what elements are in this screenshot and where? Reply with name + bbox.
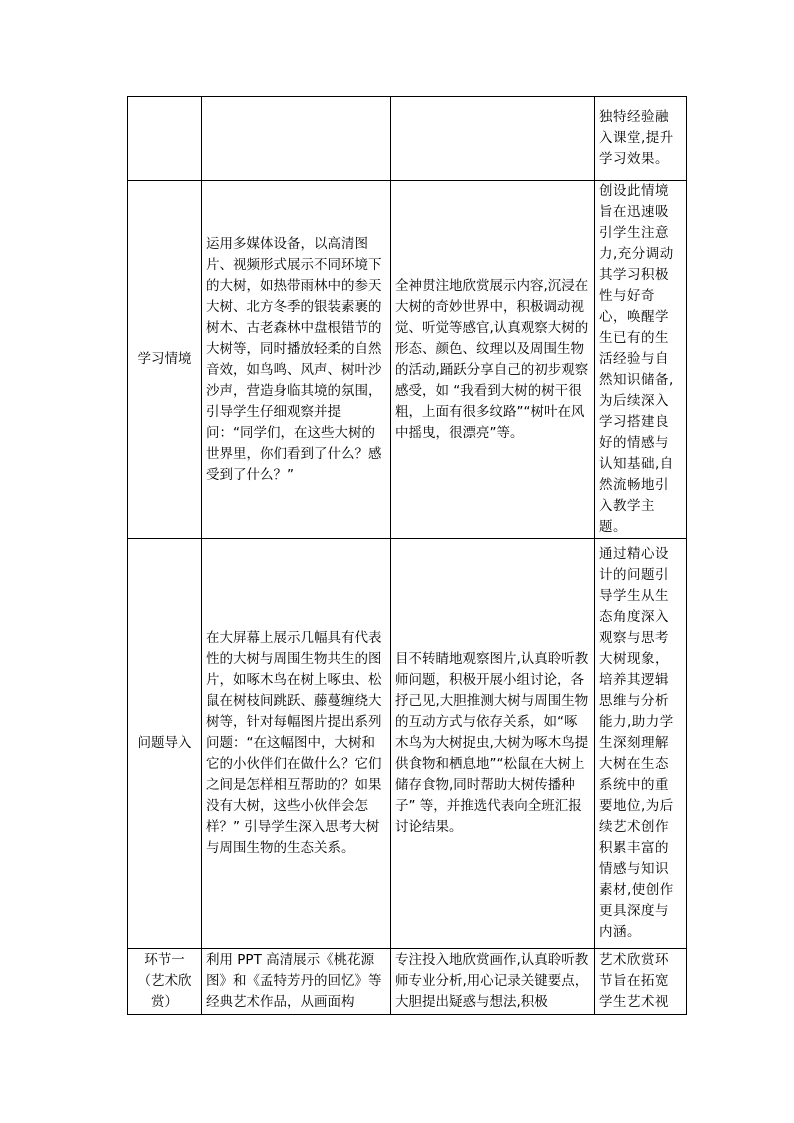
- design-intent-cell: 独特经验融入课堂,提升学习效果。: [595, 97, 687, 181]
- design-intent-cell: 通过精心设计的问题引导学生从生态角度深入观察与思考大树现象，培养其逻辑思维与分析能力,助力学生深刻理解大树在生态系统中的重要地位,为后续艺术创作积累丰富的情感与知识素材,使创作更具深度与内涵。: [595, 539, 687, 949]
- lesson-plan-table: [127, 96, 687, 1015]
- student-activity-cell: 目不转睛地观察图片,认真聆听教师问题，积极开展小组讨论，各抒己见,大胆推测大树与周围生物的互动方式与依存关系，如“啄木鸟为大树捉虫,大树为啄木鸟提供食物和栖息地”“松鼠在大树上储存食物,同时帮助大树传播种子” 等，并推选代表向全班汇报讨论结果。: [391, 539, 595, 949]
- stage-cell: [128, 97, 202, 181]
- stage-cell: 环节一（艺术欣赏）: [128, 949, 202, 1015]
- design-intent-cell: 艺术欣赏环节旨在拓宽学生艺术视: [595, 949, 687, 1015]
- student-activity-cell: 全神贯注地欣赏展示内容,沉浸在大树的奇妙世界中，积极调动视觉、听觉等感官,认真观察大树的形态、颜色、纹理以及周围生物的活动,踊跃分享自己的初步观察感受，如 “我看到大树的树干很粗，上面有很多纹路”“树叶在风中摇曳，很漂亮”等。: [391, 181, 595, 539]
- teacher-activity-cell: [202, 97, 391, 181]
- student-activity-cell: 专注投入地欣赏画作,认真聆听教师专业分析,用心记录关键要点，大胆提出疑惑与想法,积极: [391, 949, 595, 1015]
- student-activity-cell: [391, 97, 595, 181]
- teacher-activity-cell: 利用 PPT 高清展示《桃花源图》和《孟特芳丹的回忆》等经典艺术作品，从画面构: [202, 949, 391, 1015]
- teacher-activity-cell: 在大屏幕上展示几幅具有代表性的大树与周围生物共生的图片，如啄木鸟在树上啄虫、松鼠在树枝间跳跃、藤蔓缠绕大树等，针对每幅图片提出系列问题：“在这幅图中，大树和它的小伙伴们在做什么？它们之间是怎样相互帮助的？如果没有大树，这些小伙伴会怎样？” 引导学生深入思考大树与周围生物的生态关系。: [202, 539, 391, 949]
- table-row: [128, 539, 687, 949]
- stage-cell: 学习情境: [128, 181, 202, 539]
- teacher-activity-cell: 运用多媒体设备，以高清图片、视频形式展示不同环境下的大树，如热带雨林中的参天大树、北方冬季的银装素裹的树木、古老森林中盘根错节的大树等，同时播放轻柔的自然音效，如鸟鸣、风声、树叶沙沙声，营造身临其境的氛围，引导学生仔细观察并提问：“同学们，在这些大树的世界里，你们看到了什么？感受到了什么？”: [202, 181, 391, 539]
- design-intent-cell: 创设此情境旨在迅速吸引学生注意力,充分调动其学习积极性与好奇心，唤醒学生已有的生活经验与自然知识储备,为后续深入学习搭建良好的情感与认知基础,自然流畅地引入教学主题。: [595, 181, 687, 539]
- stage-cell: 问题导入: [128, 539, 202, 949]
- table-row: [128, 97, 687, 181]
- table-row: [128, 181, 687, 539]
- table-row: [128, 949, 687, 1015]
